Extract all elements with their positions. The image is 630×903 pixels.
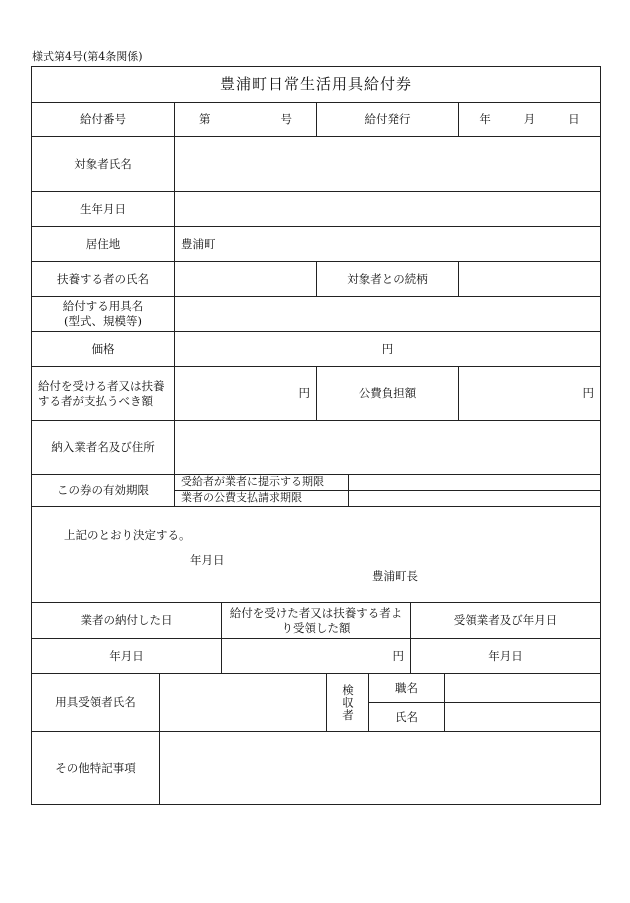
inspector-name-field[interactable] (444, 703, 600, 731)
received-amount-field[interactable]: 円 (221, 639, 410, 673)
validity-subrow-1 (175, 475, 600, 490)
public-burden-field[interactable] (458, 367, 600, 420)
month-label: 月 (523, 112, 536, 127)
delivery-header-row (32, 602, 600, 638)
billing-deadline-label: 業者の公費支払請求期限 (181, 491, 302, 505)
validity-row (32, 474, 600, 506)
inspector-title-row (369, 674, 600, 702)
receiving-supplier-label: 受領業者及び年月日 (410, 603, 600, 638)
guardian-name-field[interactable] (174, 262, 316, 296)
relationship-label: 対象者との続柄 (316, 262, 458, 296)
title-row (32, 67, 600, 102)
received-amount-label: 給付を受けた者又は扶養する者より受領した額 (221, 603, 410, 638)
copay-label: 給付を受ける者又は扶養する者が支払うべき額 (38, 378, 165, 408)
number-prefix: 第 (199, 112, 211, 127)
benefit-number-field[interactable] (174, 103, 316, 136)
validity-label: この券の有効期限 (57, 483, 149, 498)
residence-value[interactable]: 豊浦町 (174, 227, 600, 261)
price-label: 価格 (91, 341, 115, 356)
copay-field[interactable] (174, 367, 316, 420)
price-unit: 円 (381, 341, 394, 356)
delivery-date-field[interactable]: 年月日 (109, 648, 144, 663)
birthdate-label: 生年月日 (80, 201, 126, 216)
public-burden-unit: 円 (582, 386, 594, 401)
residence-row (32, 226, 600, 261)
form-title: 豊浦町日常生活用具給付券 (219, 74, 412, 93)
inspector-title-label: 職名 (395, 680, 418, 695)
number-suffix: 号 (280, 112, 292, 127)
remarks-row (32, 731, 600, 804)
residence-label: 居住地 (85, 236, 121, 251)
presentation-deadline-field[interactable] (348, 475, 600, 490)
benefit-number-label: 給付番号 (80, 112, 126, 127)
price-row (32, 331, 600, 366)
inspector-name-row (369, 702, 600, 731)
issue-date-field[interactable] (458, 103, 600, 136)
inspector-label: 検収者 (326, 674, 368, 731)
decision-date: 年月日 (190, 553, 225, 567)
remarks-label: その他特記事項 (55, 760, 136, 775)
inspector-title-field[interactable] (444, 674, 600, 702)
supplier-label: 納入業者名及び住所 (51, 440, 155, 455)
inspector-subtable (368, 674, 600, 731)
remarks-field[interactable] (159, 732, 600, 804)
price-field[interactable] (174, 332, 600, 366)
copay-unit: 円 (298, 386, 310, 401)
payment-row (32, 366, 600, 420)
supplier-field[interactable] (174, 421, 600, 474)
birthdate-row (32, 191, 600, 226)
presentation-deadline-label: 受給者が業者に提示する期限 (181, 475, 324, 489)
form-number: 様式第4号(第4条関係) (32, 50, 143, 63)
delivery-date-label: 業者の納付した日 (80, 613, 173, 628)
benefit-number-row (32, 102, 600, 136)
inspector-name-label: 氏名 (395, 709, 418, 724)
guardian-row (32, 261, 600, 296)
supplier-row (32, 420, 600, 474)
benefit-voucher-form (31, 66, 601, 805)
recipient-name-row (32, 136, 600, 191)
issue-date-label: 給付発行 (316, 103, 458, 136)
decision-statement: 上記のとおり決定する。 (64, 528, 191, 542)
equipment-name-label: 給付する用具名 (型式、規模等) (62, 299, 144, 328)
delivery-value-row (32, 638, 600, 673)
equipment-row (32, 296, 600, 331)
day-label: 日 (568, 112, 580, 127)
decision-signer: 豊浦町長 (372, 569, 418, 583)
recipient-name-label: 対象者氏名 (74, 156, 132, 171)
public-burden-label: 公費負担額 (316, 367, 458, 420)
receiving-supplier-date-field[interactable]: 年月日 (410, 639, 600, 673)
equipment-name-field[interactable] (174, 297, 600, 331)
validity-subrow-2 (175, 490, 600, 506)
year-label: 年 (479, 112, 491, 127)
relationship-field[interactable] (458, 262, 600, 296)
birthdate-field[interactable] (174, 192, 600, 226)
recipient-name-field[interactable] (174, 137, 600, 191)
equipment-receiver-field[interactable] (159, 674, 326, 731)
decision-block (32, 506, 600, 602)
validity-subtable (174, 475, 600, 506)
guardian-name-label: 扶養する者の氏名 (57, 271, 149, 286)
billing-deadline-field[interactable] (348, 491, 600, 506)
receiver-row (32, 673, 600, 731)
equipment-receiver-label: 用具受領者氏名 (55, 695, 136, 710)
